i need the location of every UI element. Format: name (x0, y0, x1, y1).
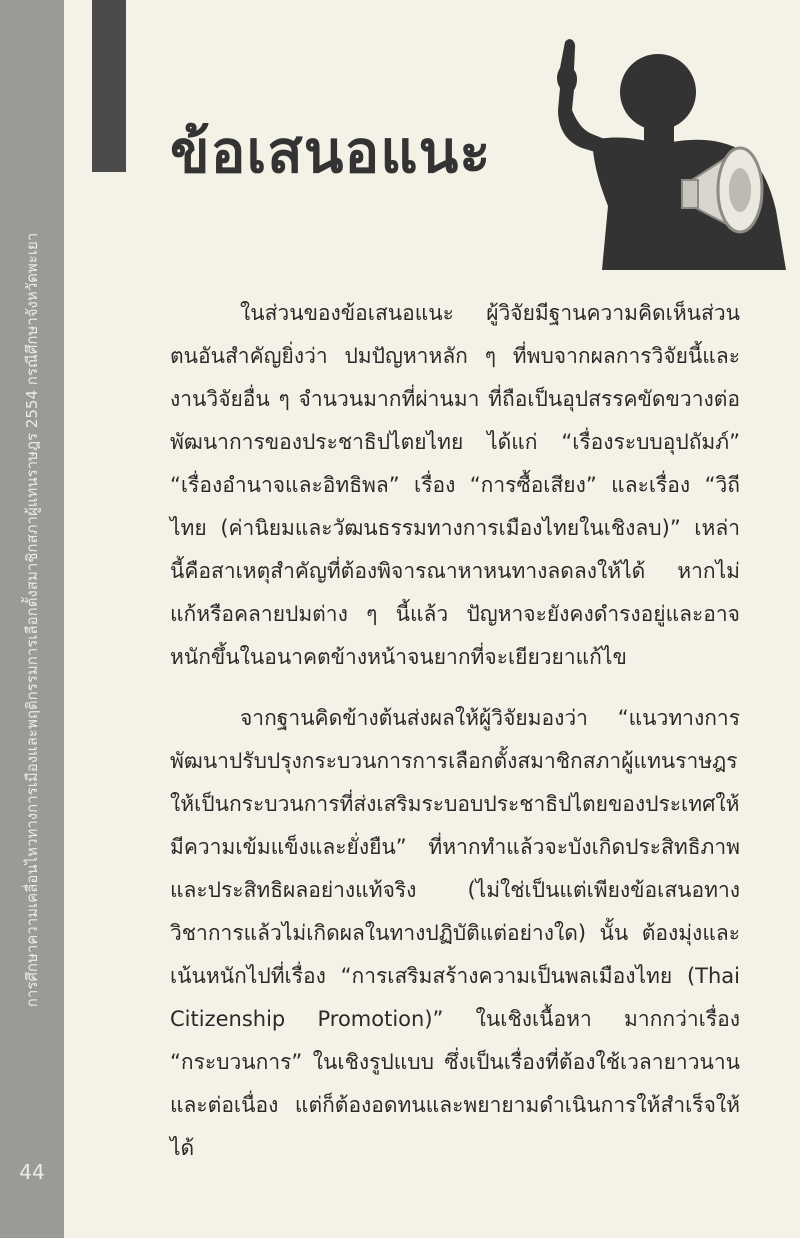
paragraph-1: ในส่วนของข้อเสนอแนะ ผู้วิจัยมีฐานความคิดเห็นส่วนตนอันสำคัญยิ่งว่า ปมปัญหาหลัก ๆ ที่พบจากผลการวิจัยนี้และงานวิจัยอื่น ๆ จำนวนมากที่ผ่านมา ที่ถือเป็นอุปสรรคขัดขวางต่อพัฒนาการของประชาธิปไตยไทย ได้แก่ “เรื่องระบบอุปถัมภ์” “เรื่องอำนาจและอิทธิพล” เรื่อง “การซื้อเสียง” และเรื่อง “วิถีไทย (ค่านิยมและวัฒนธรรมทางการเมืองไทยในเชิงลบ)” เหล่านี้คือสาเหตุสำคัญที่ต้องพิจารณาหาหนทางลดลงให้ได้ หากไม่แก้หรือคลายปมต่าง ๆ นี้แล้ว ปัญหาจะยังคงดำรงอยู่และอาจหนักขึ้นในอนาคตข้างหน้าจนยากที่จะเยียวยาแก้ไข (170, 301, 740, 669)
person-with-megaphone-icon (532, 30, 800, 270)
page-number: 44 (19, 1160, 45, 1184)
main-content (170, 292, 740, 1170)
running-header: การศึกษาความเคลื่อนไหวทางการเมืองและพฤติกรรมการเลือกตั้งสมาชิกสภาผู้แทนราษฎร 2554 กรณีศึกษาจังหวัดพะเยา (23, 232, 41, 1008)
page-title: ข้อเสนอแนะ (170, 118, 492, 186)
title-accent-bar (92, 0, 126, 172)
paragraph-2: จากฐานคิดข้างต้นส่งผลให้ผู้วิจัยมองว่า “แนวทางการพัฒนาปรับปรุงกระบวนการการเลือกตั้งสมาชิกสภาผู้แทนราษฎรให้เป็นกระบวนการที่ส่งเสริมระบอบประชาธิปไตยของประเทศให้มีความเข้มแข็งและยั่งยืน” ที่หากทำแล้วจะบังเกิดประสิทธิภาพและประสิทธิผลอย่างแท้จริง (ไม่ใช่เป็นแต่เพียงข้อเสนอทางวิชาการแล้วไม่เกิดผลในทางปฏิบัติแต่อย่างใด) นั้น ต้องมุ่งและเน้นหนักไปที่เรื่อง “การเสริมสร้างความเป็นพลเมืองไทย (Thai Citizenship Promotion)” ในเชิงเนื้อหา มากกว่าเรื่อง “กระบวนการ” ในเชิงรูปแบบ ซึ่งเป็นเรื่องที่ต้องใช้เวลายาวนานและต่อเนื่อง แต่ก็ต้องอดทนและพยายามดำเนินการให้สำเร็จให้ได้ (170, 706, 740, 1160)
side-strip (0, 0, 64, 1238)
